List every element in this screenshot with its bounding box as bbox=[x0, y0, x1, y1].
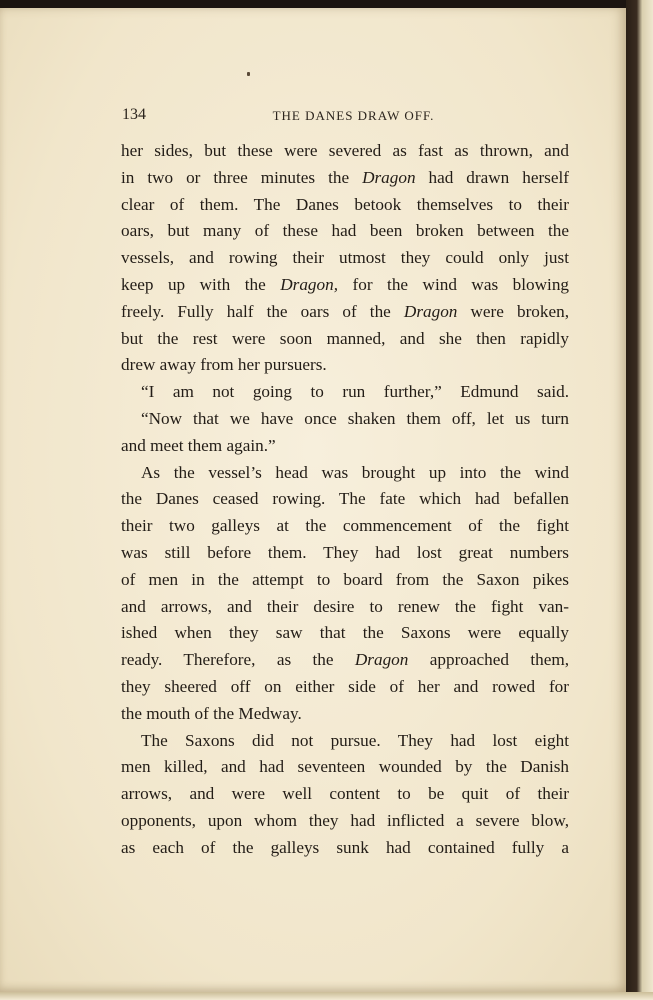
text-run: in two or three minutes the bbox=[121, 167, 363, 187]
page-number: 134 bbox=[122, 106, 146, 123]
page-header bbox=[122, 106, 567, 128]
text-run: approached them, bbox=[408, 650, 569, 670]
text-run: “I am not going to run further,” Edmund said. bbox=[141, 382, 569, 402]
text-run: but the rest were soon manned, and she then rapidly bbox=[121, 328, 569, 348]
text-line bbox=[121, 513, 569, 540]
text-line bbox=[121, 218, 569, 245]
text-run: drew away from her pursuers. bbox=[121, 355, 327, 375]
text-line bbox=[121, 272, 569, 299]
text-run: the Danes ceased rowing. The fate which had befallen bbox=[121, 489, 569, 509]
text-line bbox=[121, 245, 569, 272]
text-run: for the wind was blowing bbox=[338, 274, 570, 294]
text-run: clear of them. The Danes betook themselves to their bbox=[121, 194, 569, 214]
text-run: vessels, and rowing their utmost they could only just bbox=[121, 248, 569, 268]
text-run: as each of the galleys sunk had contained fully a bbox=[121, 837, 569, 857]
text-run: opponents, upon whom they had inflicted a severe blow, bbox=[121, 810, 569, 830]
text-line bbox=[121, 620, 569, 647]
text-line bbox=[121, 326, 569, 353]
text-run: of men in the attempt to board from the Saxon pikes bbox=[121, 569, 569, 589]
text-run: were broken, bbox=[457, 301, 570, 321]
text-run: men killed, and had seventeen wounded by the Danish bbox=[121, 757, 569, 777]
text-run: her sides, but these were severed as fast as thrown, and bbox=[121, 141, 569, 160]
text-run: their two galleys at the commencement of the fight bbox=[121, 516, 569, 536]
text-run: the mouth of the Medway. bbox=[121, 703, 302, 723]
text-run: The Saxons did not pursue. They had lost eight bbox=[141, 730, 569, 750]
text-line bbox=[121, 808, 569, 835]
text-line bbox=[121, 460, 569, 487]
text-line bbox=[121, 674, 569, 701]
text-run: and meet them again.” bbox=[121, 435, 276, 455]
text-line bbox=[121, 138, 569, 165]
italic-text-run: Dragon bbox=[403, 301, 458, 321]
text-run: As the vessel’s head was brought up into the wind bbox=[141, 462, 569, 482]
text-line bbox=[121, 379, 569, 406]
text-run: ished when they saw that the Saxons were equally bbox=[121, 623, 569, 643]
text-line bbox=[121, 165, 569, 192]
text-run: freely. Fully half the oars of the bbox=[121, 301, 404, 321]
text-line bbox=[121, 299, 569, 326]
text-run: and arrows, and their desire to renew the fight van- bbox=[121, 596, 569, 616]
text-line bbox=[121, 406, 569, 433]
text-line bbox=[121, 192, 569, 219]
text-run: they sheered off on either side of her and rowed for bbox=[121, 676, 569, 696]
text-run: ready. Therefore, as the bbox=[121, 650, 355, 670]
text-run: keep up with the bbox=[121, 274, 281, 294]
text-line bbox=[121, 486, 569, 513]
ink-speck bbox=[247, 72, 250, 76]
body-text bbox=[121, 138, 569, 862]
text-run: “Now that we have once shaken them off, let us turn bbox=[141, 408, 569, 428]
text-line bbox=[121, 728, 569, 755]
italic-text-run: Dragon, bbox=[280, 274, 338, 294]
text-line bbox=[121, 540, 569, 567]
text-line bbox=[121, 701, 569, 728]
text-line bbox=[121, 594, 569, 621]
italic-text-run: Dragon bbox=[354, 650, 409, 670]
text-run: had drawn herself bbox=[415, 167, 569, 187]
text-line bbox=[121, 754, 569, 781]
text-line bbox=[121, 781, 569, 808]
text-run: was still before them. They had lost great numbers bbox=[121, 542, 569, 562]
running-title: THE DANES DRAW OFF. bbox=[272, 108, 435, 123]
text-line bbox=[121, 835, 569, 862]
page-bottom-edge bbox=[0, 992, 653, 1000]
italic-text-run: Dragon bbox=[362, 167, 416, 187]
text-line bbox=[121, 647, 569, 674]
page-edge bbox=[626, 0, 653, 1000]
text-line bbox=[121, 433, 569, 460]
text-line bbox=[121, 352, 569, 379]
text-run: arrows, and were well content to be quit of their bbox=[121, 784, 569, 804]
text-line bbox=[121, 567, 569, 594]
text-run: oars, but many of these had been broken between the bbox=[121, 221, 569, 241]
